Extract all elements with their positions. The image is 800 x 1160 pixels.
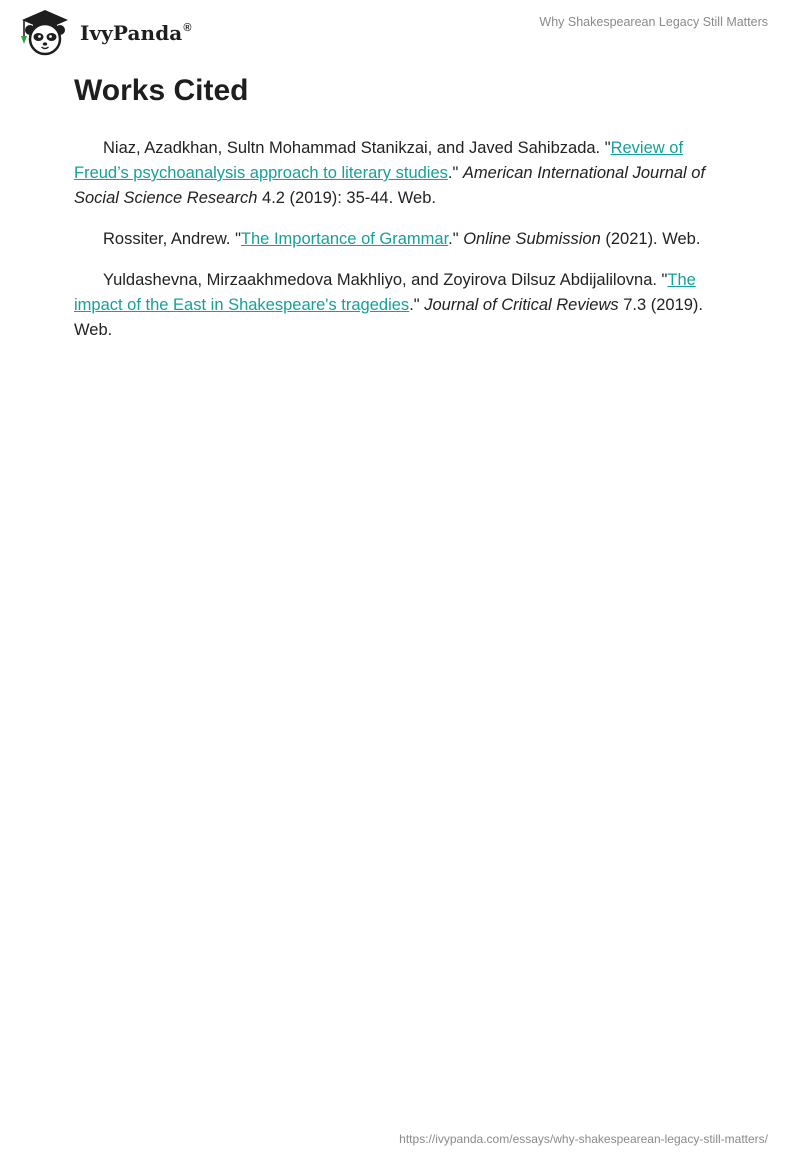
citation-entry bbox=[74, 136, 724, 211]
brand-name-text: IvyPanda bbox=[80, 21, 183, 45]
citation-journal: Journal of Critical Reviews bbox=[424, 296, 619, 314]
citation-link[interactable]: Review of Freud’s psychoanalysis approach to literary studies bbox=[74, 139, 684, 182]
citation-entry bbox=[74, 227, 724, 252]
citation-punct: ." bbox=[409, 296, 425, 314]
citation-entry bbox=[74, 268, 724, 343]
panda-graduate-icon bbox=[16, 8, 74, 56]
citation-link[interactable]: The Importance of Grammar bbox=[240, 230, 449, 248]
citation-link[interactable]: The impact of the East in Shakespeare's tragedies bbox=[74, 271, 696, 314]
ivypanda-logo[interactable] bbox=[16, 8, 192, 56]
citation-details: (2021). Web. bbox=[600, 230, 701, 248]
running-title: Why Shakespearean Legacy Still Matters bbox=[539, 15, 768, 29]
citation-punct: ." bbox=[448, 230, 464, 248]
citation-authors: Niaz, Azadkhan, Sultn Mohammad Stanikzai, and Javed Sahibzada. " bbox=[103, 139, 611, 157]
registered-mark: ® bbox=[183, 22, 192, 34]
document-body bbox=[74, 70, 724, 359]
footer-source-url[interactable]: https://ivypanda.com/essays/why-shakespearean-legacy-still-matters/ bbox=[399, 1132, 768, 1146]
citation-details: 4.2 (2019): 35-44. Web. bbox=[257, 189, 436, 207]
citation-journal: Online Submission bbox=[463, 230, 601, 248]
page-title: Works Cited bbox=[74, 74, 249, 107]
citation-authors: Yuldashevna, Mirzaakhmedova Makhliyo, and Zoyirova Dilsuz Abdijalilovna. " bbox=[103, 271, 668, 289]
citation-journal: American International Journal of Social Science Research bbox=[74, 164, 706, 207]
citation-details: 7.3 (2019). Web. bbox=[74, 296, 704, 339]
page-header bbox=[0, 0, 800, 60]
citation-authors: Rossiter, Andrew. " bbox=[103, 230, 241, 248]
citation-punct: ." bbox=[447, 164, 463, 182]
brand-name bbox=[80, 21, 192, 45]
